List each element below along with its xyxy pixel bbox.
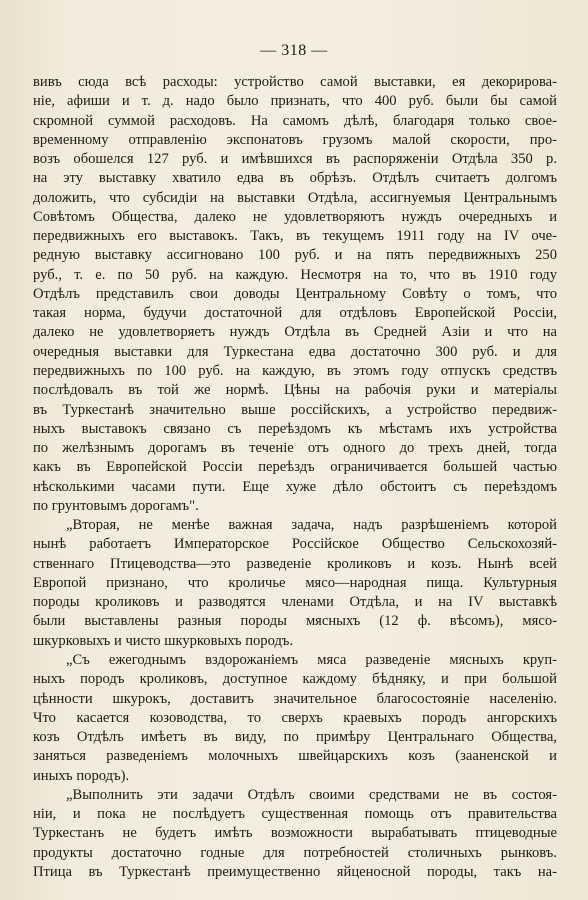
text-line: далеко не удовлетворяетъ нуждъ Отдѣла въ Средней Азіи и что на [33, 324, 557, 341]
text-line: какъ въ Европейской Россіи переѣздъ ограничивается большей частью [33, 459, 557, 476]
text-line: въ Туркестанѣ значительно выше россійскихъ, а устройство передвиж- [33, 401, 557, 418]
text-line: Отдѣлъ представилъ свои доводы Центральному Совѣту о томъ, что [33, 285, 557, 302]
text-line: по желѣзнымъ дорогамъ въ теченіе отъ одного до трехъ дней, тогда [33, 440, 557, 457]
text-line: очередныя выставки для Туркестана едва достаточно 300 руб. и для [33, 343, 557, 360]
text-line: по грунтовымъ дорогамъ". [33, 497, 199, 514]
text-line: продукты достаточно годные для потребностей столичныхъ рынковъ. [33, 844, 557, 861]
text-line: ніе, афиши и т. д. надо было признать, что 400 руб. были бы самой [33, 93, 557, 110]
text-line: нынѣ работаетъ Императорское Россійское Общество Сельскохозяй- [33, 536, 557, 553]
text-line: ныхъ выставокъ связано съ переѣздомъ къ мѣстамъ ихъ устройства [33, 420, 557, 437]
text-line: были выставлены разныя породы мясныхъ (12 ф. вѣсомъ), мясо- [33, 613, 557, 630]
text-line: Птица въ Туркестанѣ преимущественно яйценосной породы, такъ на- [33, 863, 557, 880]
text-line: доложить, что субсидіи на выставки Отдѣла, ассигнуемыя Центральнымъ [33, 189, 557, 206]
text-line: заняться разведеніемъ молочныхъ швейцарскихъ козъ (зааненской и [33, 748, 557, 765]
text-line: „Вторая, не менѣе важная задача, надъ разрѣшеніемъ которой [66, 517, 557, 534]
text-line: ственнаго Птицеводства—это разведеніе кроликовъ и козъ. Нынѣ всей [33, 555, 557, 572]
text-line: козъ Отдѣлъ имѣетъ въ виду, по примѣру Центральнаго Общества, [33, 729, 557, 746]
text-line: руб., т. е. по 50 руб. на каждую. Несмотря на то, что въ 1910 году [33, 266, 557, 283]
text-line: передвижныхъ по 100 руб. на каждую, въ этомъ году отпускъ средствъ [33, 362, 557, 379]
text-line: временному отправленію экспонатовъ грузомъ малой скорости, про- [33, 131, 557, 148]
text-line: цѣнности шкурокъ, доставитъ значительное благосостояніе населенію. [33, 690, 557, 707]
body-text [33, 73, 557, 882]
text-line: редную выставку ассигновано 100 руб. и на пять передвижныхъ 250 [33, 247, 557, 264]
text-line: иныхъ породъ). [33, 767, 130, 784]
text-line: послѣдовалъ въ той же нормѣ. Цѣны на рабочія руки и матеріалы [33, 382, 557, 399]
text-line: Совѣтомъ Общества, далеко не удовлетворяютъ нуждъ очередныхъ и [33, 208, 557, 225]
text-line: Что касается козоводства, то сверхъ краевыхъ породъ ангорскихъ [33, 709, 557, 726]
text-line: нѣсколькими часами пути. Еще хуже дѣло обстоитъ съ переѣздомъ [33, 478, 557, 495]
text-line: шкурковыхъ и чисто шкурковыхъ породъ. [33, 632, 294, 649]
page-number: — 318 — [260, 42, 328, 59]
text-line: породы кроликовъ и разводятся членами Отдѣла, и на IV выставкѣ [33, 594, 557, 611]
text-line: ніи, и пока не послѣдуетъ существенная помощь отъ правительства [33, 806, 557, 823]
text-line: „Выполнить эти задачи Отдѣлъ своими средствами не въ состоя- [66, 786, 557, 803]
text-line: „Съ ежегоднымъ вздорожаніемъ мяса разведеніе мясныхъ круп- [66, 651, 557, 668]
text-line: возъ обошелся 127 руб. и имѣвшихся въ распоряженіи Отдѣла 350 р. [33, 151, 557, 168]
text-line: передвижныхъ его выставокъ. Такъ, въ текущемъ 1911 году на IV оче- [33, 228, 557, 245]
text-line: ныхъ породъ кроликовъ, доступное каждому бѣдняку, и при большой [33, 671, 557, 688]
text-line: скромной суммой расходовъ. На самомъ дѣлѣ, благодаря только свое- [33, 112, 557, 129]
text-line: Европой признано, что кроличье мясо—народная пища. Культурныя [33, 574, 557, 591]
text-line: на эту выставку хватило едва въ обрѣзъ. Отдѣлъ считаетъ долгомъ [33, 170, 557, 187]
text-line: Туркестанъ не будетъ имѣть возможности вырабатывать птицеводные [33, 825, 557, 842]
text-line: вивъ сюда всѣ расходы: устройство самой выставки, ея декорирова- [33, 74, 557, 90]
text-line: такая норма, будучи достаточной для отдѣловъ Европейской Россіи, [33, 305, 557, 322]
